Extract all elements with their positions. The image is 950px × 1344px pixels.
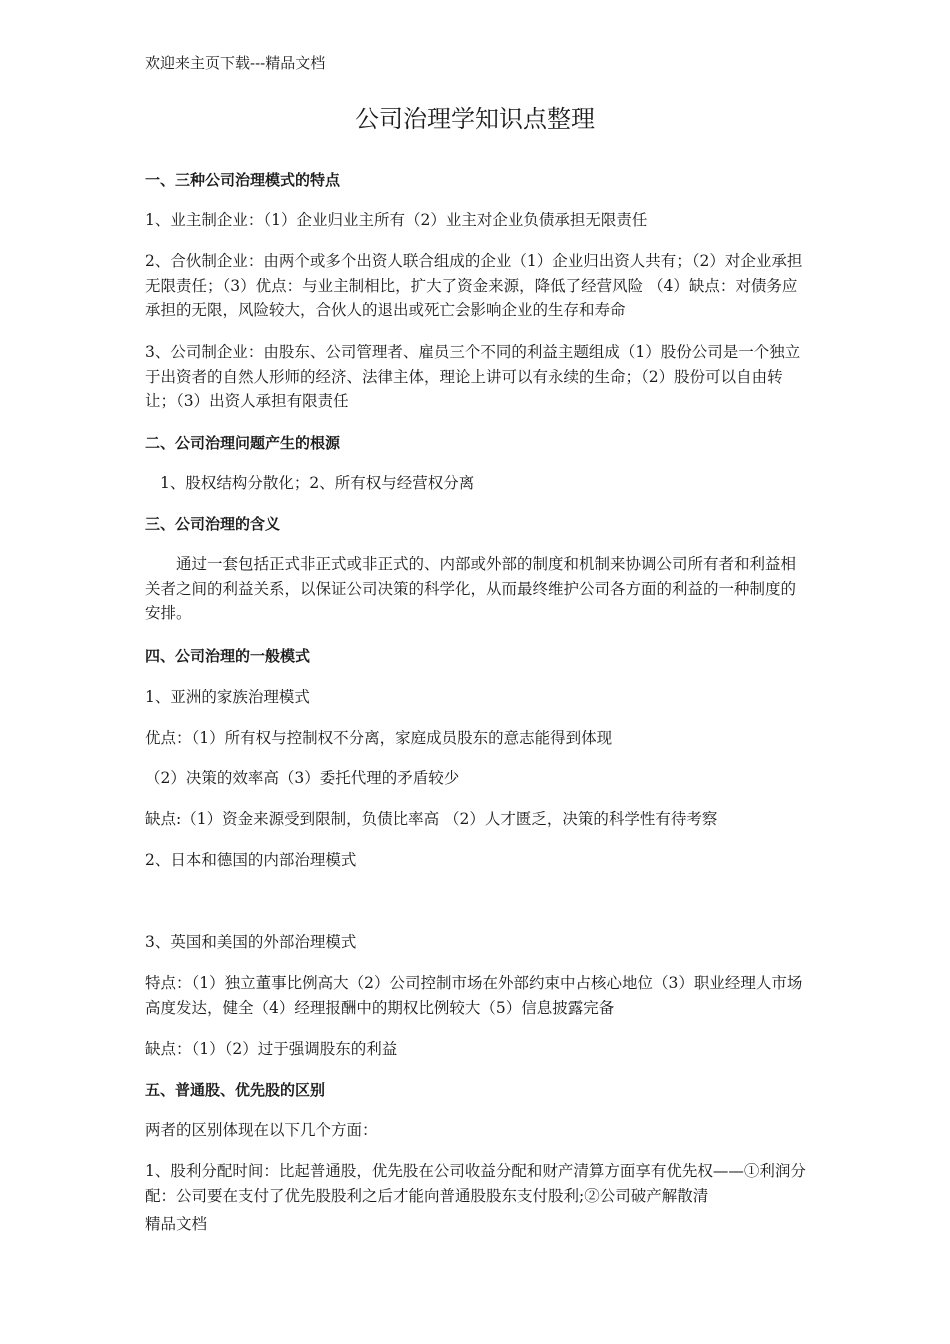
- section-2-heading: 二、公司治理问题产生的根源: [145, 434, 341, 452]
- section-3-heading: 三、公司治理的含义: [145, 515, 281, 533]
- page-title: 公司治理学知识点整理: [355, 105, 595, 133]
- section-1-paragraph-3: 3、公司制企业：由股东、公司管理者、雇员三个不同的利益主题组成（1）股份公司是一个独立于出资者的自然人形师的经济、法律主体，理论上讲可以有永续的生命；（2）股份可以自由转让；（3）出资人承担有限责任: [145, 343, 801, 410]
- section-5-paragraph-1: 两者的区别体现在以下几个方面：: [145, 1121, 378, 1139]
- section-4-paragraph-4: 缺点:（1）资金来源受到限制，负债比率高 （2）人才匮乏，决策的科学性有待考察: [145, 810, 718, 828]
- section-4-paragraph-7: 特点：（1）独立董事比例高大（2）公司控制市场在外部约束中占核心地位（3）职业经理人市场高度发达，健全（4）经理报酬中的期权比例较大（5）信息披露完备: [145, 974, 803, 1017]
- section-2-paragraph-1: 1、股权结构分散化；2、所有权与经营权分离: [160, 474, 475, 492]
- section-3-paragraph-1: 通过一套包括正式非正式或非正式的、内部或外部的制度和机制来协调公司所有者和利益相关者之间的利益关系，以保证公司决策的科学化，从而最终维护公司各方面的利益的一种制度的安排。: [145, 555, 797, 622]
- section-1-paragraph-2: 2、合伙制企业：由两个或多个出资人联合组成的企业（1）企业归出资人共有；（2）对企业承担无限责任；（3）优点：与业主制相比，扩大了资金来源，降低了经营风险 （4）缺点：对债务应承担的无限，风险较大，合伙人的退出或死亡会影响企业的生存和寿命: [145, 252, 803, 319]
- section-1-heading: 一、三种公司治理模式的特点: [145, 171, 341, 189]
- section-4-paragraph-6: 3、英国和美国的外部治理模式: [145, 933, 357, 951]
- footer-note: 精品文档: [145, 1215, 208, 1233]
- section-5-heading: 五、普通股、优先股的区别: [145, 1081, 326, 1099]
- section-4-paragraph-2: 优点：（1）所有权与控制权不分离，家庭成员股东的意志能得到体现: [145, 729, 613, 747]
- section-4-heading: 四、公司治理的一般模式: [145, 647, 311, 665]
- section-4-paragraph-3: （2）决策的效率高（3）委托代理的矛盾较少: [145, 769, 460, 787]
- section-4-paragraph-5: 2、日本和德国的内部治理模式: [145, 851, 357, 869]
- section-1-paragraph-1: 1、业主制企业：（1）企业归业主所有（2）业主对企业负债承担无限责任: [145, 211, 648, 229]
- section-4-paragraph-8: 缺点：（1）（2）过于强调股东的利益: [145, 1040, 398, 1058]
- header-note: 欢迎来主页下载---精品文档: [145, 54, 326, 72]
- section-5-paragraph-2: 1、股利分配时间：比起普通股，优先股在公司收益分配和财产清算方面享有优先权——①利润分配：公司要在支付了优先股股利之后才能向普通股股东支付股利;②公司破产解散清: [145, 1162, 806, 1205]
- section-4-paragraph-1: 1、亚洲的家族治理模式: [145, 688, 310, 706]
